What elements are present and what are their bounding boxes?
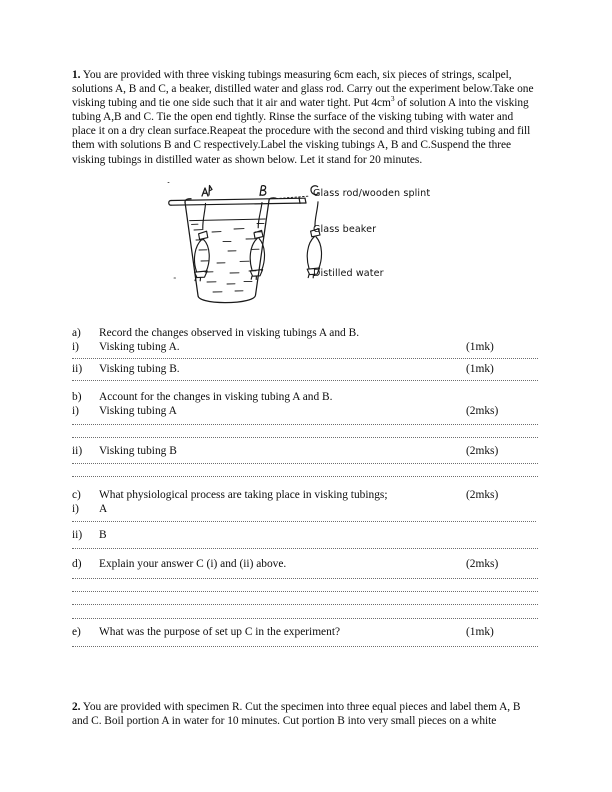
question-2-number: 2. — [72, 701, 81, 713]
answer-line-a-i[interactable] — [72, 358, 538, 359]
tubing-label-a-glyph — [202, 186, 212, 197]
question-a-ii-text: Visking tubing B. — [99, 363, 180, 375]
visking-tubing-b — [250, 203, 264, 280]
question-c-i-label: i) — [72, 503, 79, 515]
answer-line-b-i-1[interactable] — [72, 424, 538, 425]
question-1-text-part-2: of solution A into the visking tubing A,B and C. Tie the open end tightly. Rinse the surface of the visking tubing with water and place it on a dry clean surface.Reapeat the procedure with the second and third visking tubing and fill them with solutions B and C respectively.Label the visking tubings A, B and C.Suspend the three visking tubings in distilled water as shown below. Let it stand for 20 minutes. — [72, 97, 531, 166]
question-c-label: c) — [72, 489, 81, 501]
answer-line-d-4[interactable] — [72, 618, 538, 619]
question-c-text: What physiological process are taking place in visking tubings; — [99, 489, 388, 501]
question-item-b-ii — [72, 445, 177, 458]
question-d-text: Explain your answer C (i) and (ii) above. — [99, 558, 287, 570]
question-1-number: 1. — [72, 69, 81, 81]
question-a-i-text: Visking tubing A. — [99, 341, 180, 353]
question-e-text: What was the purpose of set up C in the experiment? — [99, 626, 341, 638]
question-a-i-label: i) — [72, 341, 79, 353]
scan-artifacts — [168, 183, 176, 279]
answer-line-c-ii[interactable] — [72, 548, 538, 549]
marks-d: (2mks) — [466, 558, 499, 570]
marks-a-ii: (1mk) — [466, 363, 494, 375]
question-b-i-label: i) — [72, 405, 79, 417]
answer-line-d-1[interactable] — [72, 578, 538, 579]
question-item-b — [72, 391, 332, 404]
question-b-ii-label: ii) — [72, 445, 83, 457]
answer-line-e[interactable] — [72, 646, 538, 647]
question-a-text: Record the changes observed in visking tubings A and B. — [99, 327, 360, 339]
question-item-e — [72, 626, 340, 639]
marks-b-ii: (2mks) — [466, 445, 499, 457]
question-b-i-text: Visking tubing A — [99, 405, 177, 417]
question-item-c-i — [72, 503, 107, 516]
question-item-c — [72, 489, 388, 502]
visking-tubing-experiment-diagram — [165, 176, 540, 308]
water-dashes — [192, 223, 265, 292]
marks-c: (2mks) — [466, 489, 499, 501]
question-c-ii-label: ii) — [72, 529, 83, 541]
question-1-intro-paragraph — [72, 68, 534, 167]
answer-line-d-3[interactable] — [72, 604, 538, 605]
water-surface-line — [190, 219, 266, 221]
question-item-c-ii — [72, 529, 107, 542]
answer-line-a-ii[interactable] — [72, 380, 538, 381]
question-2-paragraph — [72, 700, 538, 728]
answer-line-d-2[interactable] — [72, 591, 538, 592]
question-1-text-part-1: You are provided with three visking tubings measuring 6cm each, six pieces of strings, scalpel, solutions A, B and C, a beaker, distilled water and glass rod. Carry out the experiment below.Take one visking tubing and tie one side such that it air and water tight. Put 4cm — [72, 69, 534, 110]
question-d-label: d) — [72, 558, 82, 570]
question-item-b-i — [72, 405, 177, 418]
question-item-a-i — [72, 341, 180, 354]
question-c-i-text: A — [99, 503, 108, 515]
callout-glass-beaker: Glass beaker — [313, 224, 377, 235]
cubic-superscript: 3 — [390, 94, 395, 104]
question-2-text: You are provided with specimen R. Cut the specimen into three equal pieces and label them A, B and C. Boil portion A in water for 10 minutes. Cut portion B into very small pieces on a white — [72, 701, 521, 728]
question-c-ii-text: B — [99, 529, 107, 541]
marks-a-i: (1mk) — [466, 341, 494, 353]
marks-e: (1mk) — [466, 626, 494, 638]
answer-line-b-i-2[interactable] — [72, 437, 538, 438]
question-item-a — [72, 327, 359, 340]
question-b-text: Account for the changes in visking tubing A and B. — [99, 391, 333, 403]
callout-glass-rod: Glass rod/wooden splint — [313, 188, 431, 199]
question-b-label: b) — [72, 391, 82, 403]
question-a-label: a) — [72, 327, 81, 339]
question-a-ii-label: ii) — [72, 363, 83, 375]
question-item-a-ii — [72, 363, 180, 376]
visking-tubing-a — [194, 204, 209, 281]
answer-line-b-ii-1[interactable] — [72, 463, 538, 464]
visking-tubing-c — [307, 202, 321, 278]
answer-line-c-i[interactable] — [72, 521, 536, 522]
tubing-label-b-glyph — [260, 186, 266, 196]
marks-b-i: (2mks) — [466, 405, 499, 417]
callout-distilled-water: Distilled water — [313, 268, 384, 279]
question-e-label: e) — [72, 626, 81, 638]
question-b-ii-text: Visking tubing B — [99, 445, 177, 457]
question-item-d — [72, 558, 286, 571]
answer-line-b-ii-2[interactable] — [72, 476, 538, 477]
